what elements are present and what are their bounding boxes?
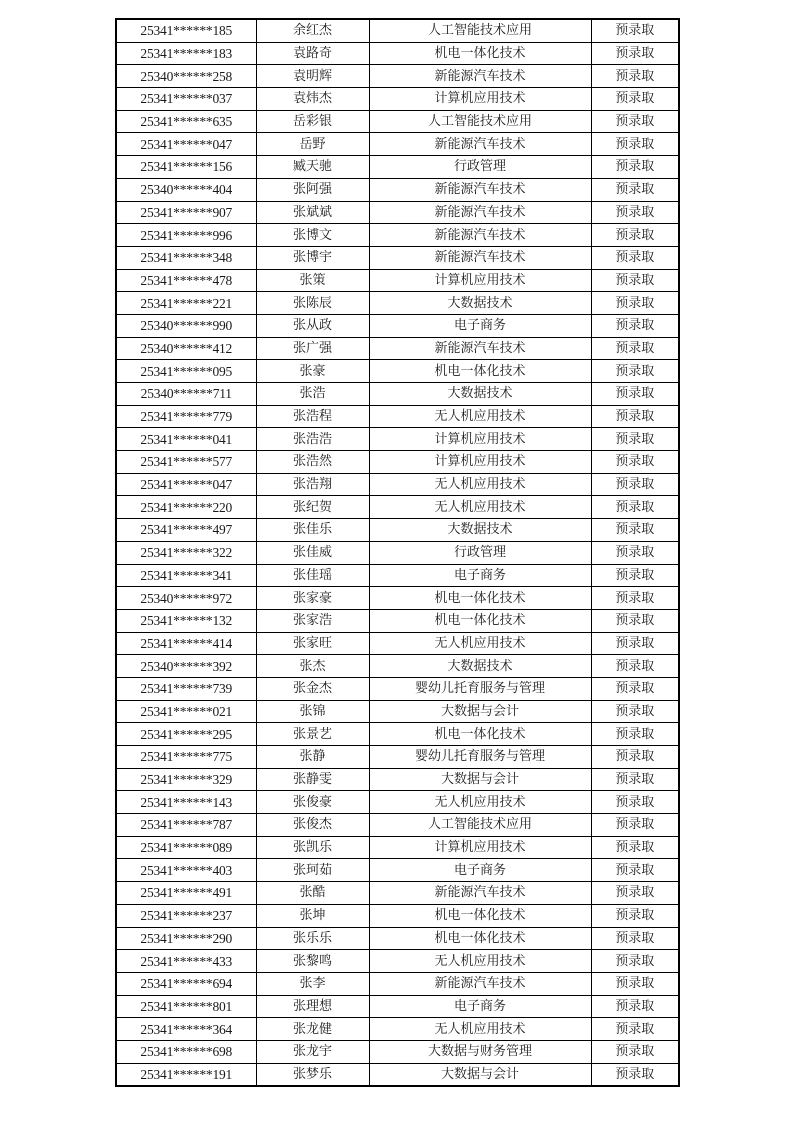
major-cell: 无人机应用技术: [369, 791, 591, 814]
status-cell: 预录取: [591, 201, 679, 224]
student-name-cell: 张金杰: [256, 677, 369, 700]
table-row: [116, 246, 679, 269]
student-id-cell: 25341******322: [116, 541, 256, 564]
major-cell: 人工智能技术应用: [369, 110, 591, 133]
major-cell: 新能源汽车技术: [369, 337, 591, 360]
table-row: [116, 292, 679, 315]
table-row: [116, 360, 679, 383]
student-id-cell: 25341******635: [116, 110, 256, 133]
student-id-cell: 25341******577: [116, 451, 256, 474]
table-row: [116, 337, 679, 360]
major-cell: 大数据与会计: [369, 1063, 591, 1086]
student-name-cell: 张浩浩: [256, 428, 369, 451]
student-name-cell: 张斌斌: [256, 201, 369, 224]
status-cell: 预录取: [591, 995, 679, 1018]
student-id-cell: 25341******996: [116, 224, 256, 247]
student-id-cell: 25341******364: [116, 1018, 256, 1041]
student-id-cell: 25341******497: [116, 519, 256, 542]
student-name-cell: 张阿强: [256, 178, 369, 201]
student-name-cell: 张龙健: [256, 1018, 369, 1041]
major-cell: 大数据技术: [369, 292, 591, 315]
student-name-cell: 张策: [256, 269, 369, 292]
student-name-cell: 张景艺: [256, 723, 369, 746]
status-cell: 预录取: [591, 360, 679, 383]
major-cell: 机电一体化技术: [369, 927, 591, 950]
student-id-cell: 25341******787: [116, 814, 256, 837]
table-row: [116, 859, 679, 882]
status-cell: 预录取: [591, 428, 679, 451]
student-name-cell: 张浩程: [256, 405, 369, 428]
table-row: [116, 1040, 679, 1063]
status-cell: 预录取: [591, 927, 679, 950]
major-cell: 婴幼儿托育服务与管理: [369, 746, 591, 769]
major-cell: 无人机应用技术: [369, 1018, 591, 1041]
table-row: [116, 314, 679, 337]
table-row: [116, 791, 679, 814]
student-name-cell: 袁炜杰: [256, 88, 369, 111]
major-cell: 大数据与会计: [369, 700, 591, 723]
status-cell: 预录取: [591, 110, 679, 133]
major-cell: 新能源汽车技术: [369, 178, 591, 201]
student-name-cell: 张家旺: [256, 632, 369, 655]
student-name-cell: 张黎鸣: [256, 950, 369, 973]
student-id-cell: 25341******021: [116, 700, 256, 723]
major-cell: 新能源汽车技术: [369, 201, 591, 224]
status-cell: 预录取: [591, 133, 679, 156]
major-cell: 新能源汽车技术: [369, 65, 591, 88]
table-row: [116, 451, 679, 474]
status-cell: 预录取: [591, 473, 679, 496]
table-row: [116, 541, 679, 564]
major-cell: 计算机应用技术: [369, 428, 591, 451]
status-cell: 预录取: [591, 1018, 679, 1041]
status-cell: 预录取: [591, 65, 679, 88]
student-id-cell: 25341******156: [116, 156, 256, 179]
student-name-cell: 张珂茹: [256, 859, 369, 882]
major-cell: 新能源汽车技术: [369, 133, 591, 156]
major-cell: 行政管理: [369, 541, 591, 564]
table-row: [116, 269, 679, 292]
major-cell: 计算机应用技术: [369, 269, 591, 292]
status-cell: 预录取: [591, 655, 679, 678]
student-id-cell: 25341******739: [116, 677, 256, 700]
status-cell: 预录取: [591, 859, 679, 882]
student-id-cell: 25341******907: [116, 201, 256, 224]
major-cell: 无人机应用技术: [369, 950, 591, 973]
major-cell: 机电一体化技术: [369, 609, 591, 632]
status-cell: 预录取: [591, 677, 679, 700]
student-id-cell: 25341******095: [116, 360, 256, 383]
student-name-cell: 张俊杰: [256, 814, 369, 837]
student-name-cell: 张酷: [256, 882, 369, 905]
student-name-cell: 余红杰: [256, 19, 369, 42]
student-id-cell: 25341******220: [116, 496, 256, 519]
student-name-cell: 张俊豪: [256, 791, 369, 814]
student-name-cell: 张纪贺: [256, 496, 369, 519]
table-row: [116, 655, 679, 678]
student-id-cell: 25341******047: [116, 473, 256, 496]
student-name-cell: 张凯乐: [256, 836, 369, 859]
major-cell: 电子商务: [369, 995, 591, 1018]
student-id-cell: 25341******698: [116, 1040, 256, 1063]
status-cell: 预录取: [591, 814, 679, 837]
student-name-cell: 张静: [256, 746, 369, 769]
student-name-cell: 张理想: [256, 995, 369, 1018]
table-row: [116, 1063, 679, 1086]
status-cell: 预录取: [591, 383, 679, 406]
status-cell: 预录取: [591, 836, 679, 859]
table-row: [116, 723, 679, 746]
major-cell: 人工智能技术应用: [369, 19, 591, 42]
table-row: [116, 904, 679, 927]
major-cell: 计算机应用技术: [369, 88, 591, 111]
table-row: [116, 201, 679, 224]
major-cell: 机电一体化技术: [369, 360, 591, 383]
status-cell: 预录取: [591, 768, 679, 791]
student-id-cell: 25341******694: [116, 972, 256, 995]
table-row: [116, 110, 679, 133]
student-name-cell: 张浩翔: [256, 473, 369, 496]
student-id-cell: 25341******089: [116, 836, 256, 859]
admission-table-body: [116, 19, 679, 1086]
student-id-cell: 25341******775: [116, 746, 256, 769]
status-cell: 预录取: [591, 314, 679, 337]
student-id-cell: 25341******295: [116, 723, 256, 746]
table-row: [116, 972, 679, 995]
table-row: [116, 65, 679, 88]
table-row: [116, 473, 679, 496]
status-cell: 预录取: [591, 519, 679, 542]
status-cell: 预录取: [591, 541, 679, 564]
status-cell: 预录取: [591, 156, 679, 179]
student-id-cell: 25341******185: [116, 19, 256, 42]
student-name-cell: 张乐乐: [256, 927, 369, 950]
major-cell: 电子商务: [369, 564, 591, 587]
student-id-cell: 25341******403: [116, 859, 256, 882]
status-cell: 预录取: [591, 632, 679, 655]
status-cell: 预录取: [591, 950, 679, 973]
major-cell: 无人机应用技术: [369, 405, 591, 428]
student-id-cell: 25340******258: [116, 65, 256, 88]
student-id-cell: 25341******132: [116, 609, 256, 632]
student-id-cell: 25341******433: [116, 950, 256, 973]
student-id-cell: 25341******290: [116, 927, 256, 950]
student-id-cell: 25341******237: [116, 904, 256, 927]
major-cell: 大数据与会计: [369, 768, 591, 791]
status-cell: 预录取: [591, 587, 679, 610]
status-cell: 预录取: [591, 337, 679, 360]
table-row: [116, 632, 679, 655]
major-cell: 机电一体化技术: [369, 904, 591, 927]
major-cell: 人工智能技术应用: [369, 814, 591, 837]
student-name-cell: 岳彩银: [256, 110, 369, 133]
student-id-cell: 25341******143: [116, 791, 256, 814]
student-id-cell: 25340******404: [116, 178, 256, 201]
student-name-cell: 张浩然: [256, 451, 369, 474]
student-name-cell: 张博宇: [256, 246, 369, 269]
table-row: [116, 405, 679, 428]
table-row: [116, 882, 679, 905]
status-cell: 预录取: [591, 791, 679, 814]
table-row: [116, 768, 679, 791]
status-cell: 预录取: [591, 42, 679, 65]
status-cell: 预录取: [591, 723, 679, 746]
student-id-cell: 25341******478: [116, 269, 256, 292]
major-cell: 无人机应用技术: [369, 632, 591, 655]
student-id-cell: 25341******041: [116, 428, 256, 451]
major-cell: 新能源汽车技术: [369, 224, 591, 247]
student-id-cell: 25340******412: [116, 337, 256, 360]
student-id-cell: 25340******990: [116, 314, 256, 337]
status-cell: 预录取: [591, 609, 679, 632]
table-row: [116, 564, 679, 587]
table-row: [116, 700, 679, 723]
major-cell: 大数据技术: [369, 655, 591, 678]
table-row: [116, 927, 679, 950]
table-row: [116, 1018, 679, 1041]
status-cell: 预录取: [591, 1063, 679, 1086]
major-cell: 机电一体化技术: [369, 42, 591, 65]
table-row: [116, 88, 679, 111]
status-cell: 预录取: [591, 972, 679, 995]
student-name-cell: 袁路奇: [256, 42, 369, 65]
table-row: [116, 519, 679, 542]
major-cell: 电子商务: [369, 859, 591, 882]
student-name-cell: 张佳瑶: [256, 564, 369, 587]
student-name-cell: 张从政: [256, 314, 369, 337]
major-cell: 电子商务: [369, 314, 591, 337]
table-row: [116, 19, 679, 42]
student-id-cell: 25341******047: [116, 133, 256, 156]
student-name-cell: 张坤: [256, 904, 369, 927]
status-cell: 预录取: [591, 882, 679, 905]
student-id-cell: 25341******191: [116, 1063, 256, 1086]
student-id-cell: 25341******037: [116, 88, 256, 111]
status-cell: 预录取: [591, 19, 679, 42]
table-row: [116, 950, 679, 973]
status-cell: 预录取: [591, 292, 679, 315]
student-id-cell: 25341******414: [116, 632, 256, 655]
table-row: [116, 609, 679, 632]
status-cell: 预录取: [591, 269, 679, 292]
student-name-cell: 张家豪: [256, 587, 369, 610]
major-cell: 大数据技术: [369, 383, 591, 406]
major-cell: 计算机应用技术: [369, 451, 591, 474]
student-id-cell: 25340******392: [116, 655, 256, 678]
table-row: [116, 746, 679, 769]
student-name-cell: 张豪: [256, 360, 369, 383]
student-name-cell: 张佳乐: [256, 519, 369, 542]
table-row: [116, 178, 679, 201]
major-cell: 计算机应用技术: [369, 836, 591, 859]
major-cell: 婴幼儿托育服务与管理: [369, 677, 591, 700]
student-name-cell: 张家浩: [256, 609, 369, 632]
student-id-cell: 25341******348: [116, 246, 256, 269]
student-name-cell: 张静雯: [256, 768, 369, 791]
table-row: [116, 496, 679, 519]
major-cell: 新能源汽车技术: [369, 246, 591, 269]
major-cell: 机电一体化技术: [369, 587, 591, 610]
table-row: [116, 224, 679, 247]
student-name-cell: 臧天驰: [256, 156, 369, 179]
major-cell: 新能源汽车技术: [369, 972, 591, 995]
student-name-cell: 张梦乐: [256, 1063, 369, 1086]
status-cell: 预录取: [591, 496, 679, 519]
major-cell: 新能源汽车技术: [369, 882, 591, 905]
student-id-cell: 25341******341: [116, 564, 256, 587]
student-name-cell: 张陈辰: [256, 292, 369, 315]
student-name-cell: 张浩: [256, 383, 369, 406]
table-row: [116, 814, 679, 837]
major-cell: 大数据与财务管理: [369, 1040, 591, 1063]
student-id-cell: 25340******711: [116, 383, 256, 406]
student-id-cell: 25341******221: [116, 292, 256, 315]
student-name-cell: 张博文: [256, 224, 369, 247]
table-row: [116, 42, 679, 65]
status-cell: 预录取: [591, 224, 679, 247]
table-row: [116, 428, 679, 451]
status-cell: 预录取: [591, 178, 679, 201]
major-cell: 无人机应用技术: [369, 496, 591, 519]
table-row: [116, 995, 679, 1018]
status-cell: 预录取: [591, 88, 679, 111]
major-cell: 机电一体化技术: [369, 723, 591, 746]
student-name-cell: 张李: [256, 972, 369, 995]
status-cell: 预录取: [591, 1040, 679, 1063]
student-name-cell: 袁明辉: [256, 65, 369, 88]
major-cell: 行政管理: [369, 156, 591, 179]
table-row: [116, 677, 679, 700]
status-cell: 预录取: [591, 904, 679, 927]
student-id-cell: 25341******801: [116, 995, 256, 1018]
student-id-cell: 25341******491: [116, 882, 256, 905]
student-name-cell: 张杰: [256, 655, 369, 678]
student-id-cell: 25341******779: [116, 405, 256, 428]
student-id-cell: 25341******329: [116, 768, 256, 791]
student-name-cell: 岳野: [256, 133, 369, 156]
status-cell: 预录取: [591, 700, 679, 723]
student-id-cell: 25341******183: [116, 42, 256, 65]
status-cell: 预录取: [591, 746, 679, 769]
major-cell: 无人机应用技术: [369, 473, 591, 496]
table-row: [116, 587, 679, 610]
student-name-cell: 张广强: [256, 337, 369, 360]
table-row: [116, 133, 679, 156]
table-row: [116, 156, 679, 179]
student-name-cell: 张龙宇: [256, 1040, 369, 1063]
student-id-cell: 25340******972: [116, 587, 256, 610]
table-row: [116, 836, 679, 859]
status-cell: 预录取: [591, 246, 679, 269]
admission-table: [115, 18, 680, 1087]
major-cell: 大数据技术: [369, 519, 591, 542]
status-cell: 预录取: [591, 564, 679, 587]
table-row: [116, 383, 679, 406]
student-name-cell: 张佳威: [256, 541, 369, 564]
status-cell: 预录取: [591, 451, 679, 474]
status-cell: 预录取: [591, 405, 679, 428]
student-name-cell: 张锦: [256, 700, 369, 723]
